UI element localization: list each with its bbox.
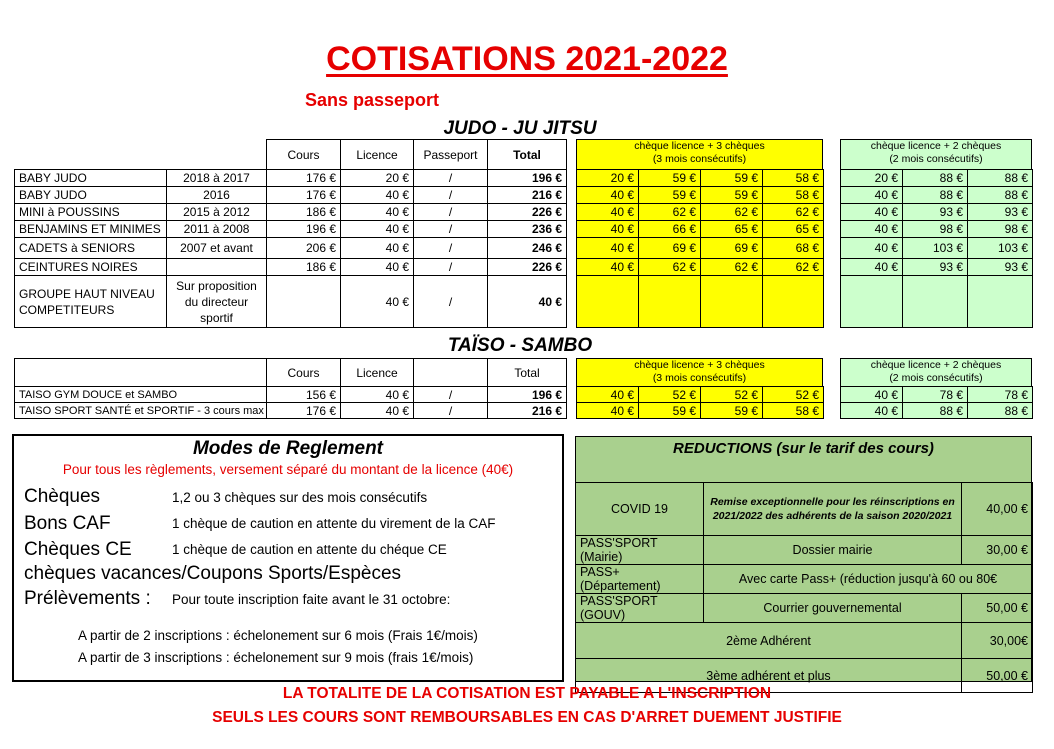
table-row [576,483,1033,536]
cell: 62 € [639,259,701,276]
haut-niveau-line2: COMPETITEURS [19,302,115,317]
cell: 93 € [968,204,1033,221]
adherent-2-label: 2ème Adhérent [576,623,962,659]
cell [577,276,639,328]
cell: 40 € [577,238,639,259]
page-subtitle: Sans passeport [305,90,440,110]
cell: 58 € [763,403,824,419]
taiso-yellow-header [576,358,823,387]
adherent-2-amount: 30,00€ [962,623,1033,659]
row-passeport: / [414,204,488,221]
row-total: 40 € [488,276,567,328]
table-row [841,170,1033,187]
row-cours: 186 € [267,204,341,221]
col-header-cours: Cours [267,359,341,387]
cell: 68 € [763,238,824,259]
table-row [841,276,1033,328]
table-row [15,238,567,259]
cell: 88 € [903,187,968,204]
col-header-cours: Cours [267,140,341,170]
judo-green-header [840,139,1032,170]
reductions-table [575,482,1033,693]
table-row [15,221,567,238]
taiso-yellow-table [576,386,824,419]
row-category: BENJAMINS ET MINIMES [15,221,167,238]
cell: 59 € [701,187,763,204]
cell: 58 € [763,170,824,187]
cell: 62 € [639,204,701,221]
table-row [841,403,1033,419]
cell: 62 € [701,259,763,276]
row-passeport: / [414,276,488,328]
cell: 59 € [639,403,701,419]
cell: 20 € [841,170,903,187]
row-category [15,276,167,328]
row-licence: 40 € [341,204,414,221]
reduction-amount: 40,00 € [962,483,1033,536]
reduction-desc: Dossier mairie [704,536,962,565]
row-years: 2015 à 2012 [167,204,267,221]
table-row [576,565,1033,594]
row-years: 2011 à 2008 [167,221,267,238]
cell: 65 € [701,221,763,238]
row-category: TAISO SPORT SANTÉ et SPORTIF - 3 cours max [15,403,267,419]
cell [639,276,701,328]
taiso-table [14,358,567,419]
cell: 98 € [903,221,968,238]
reduction-desc: Courrier gouvernemental [704,594,962,623]
row-cours: 206 € [267,238,341,259]
row-years [167,276,267,328]
row-total: 216 € [488,187,567,204]
row-cours: 176 € [267,403,341,419]
cell: 40 € [841,187,903,204]
row-category: BABY JUDO [15,170,167,187]
cell: 78 € [903,387,968,403]
row-category: CEINTURES NOIRES [15,259,167,276]
table-row [576,623,1033,659]
row-total: 246 € [488,238,567,259]
prelevements-desc: Pour toute inscription faite avant le 31 octobre: [172,592,451,607]
reduction-desc: Remise exceptionnelle pour les réinscriptions en 2021/2022 des adhérents de la saison 2020/2021 [704,483,962,536]
table-row [841,387,1033,403]
row-years: 2007 et avant [167,238,267,259]
row-passeport: / [414,403,488,419]
row-total: 226 € [488,204,567,221]
taiso-section-title: TAÏSO - SAMBO [447,335,593,356]
cell: 40 € [841,204,903,221]
table-row [576,536,1033,565]
cell: 103 € [968,238,1033,259]
reduction-label: PASS'SPORT (Mairie) [576,536,704,565]
row-licence: 20 € [341,170,414,187]
table-row [841,238,1033,259]
cell: 40 € [841,387,903,403]
row-category: MINI à POUSSINS [15,204,167,221]
row-total: 196 € [488,387,567,403]
col-header-licence: Licence [341,140,414,170]
table-row [841,221,1033,238]
table-row [577,204,824,221]
table-row [577,187,824,204]
table-row [577,221,824,238]
vacances-label: chèques vacances/Coupons Sports/Espèces [24,563,402,584]
table-row [841,259,1033,276]
row-total: 216 € [488,403,567,419]
modes-note: Pour tous les règlements, versement séparé du montant de la licence (40€) [62,462,514,477]
table-row [576,594,1033,623]
taiso-green-header [840,358,1032,387]
cell: 88 € [968,187,1033,204]
cell: 59 € [639,170,701,187]
table-row [577,238,824,259]
cell: 69 € [701,238,763,259]
row-licence: 40 € [341,221,414,238]
row-licence: 40 € [341,259,414,276]
row-category: TAISO GYM DOUCE et SAMBO [15,387,267,403]
judo-green-table [840,169,1033,328]
col-header-total: Total [488,140,567,170]
yellow-header-line2: (3 mois consécutifs) [652,153,747,165]
table-row [577,403,824,419]
row-licence: 40 € [341,403,414,419]
ce-desc: 1 chèque de caution en attente du chéque CE [172,542,447,557]
ce-label: Chèques CE [24,539,132,560]
cell: 40 € [577,387,639,403]
green-header-line1: chèque licence + 2 chèques [870,359,1002,371]
cell: 58 € [763,187,824,204]
haut-niveau-years-line2: du directeur [184,294,249,309]
footer-line-1: LA TOTALITE DE LA COTISATION EST PAYABLE A L'INSCRIPTION [282,685,772,702]
page-title: COTISATIONS 2021-2022 [326,40,728,78]
cell: 40 € [577,204,639,221]
table-row [15,403,567,419]
row-category: BABY JUDO [15,187,167,204]
cell [841,276,903,328]
cell: 62 € [763,204,824,221]
cell: 40 € [577,259,639,276]
caf-desc: 1 chèque de caution en attente du virement de la CAF [172,516,496,531]
judo-table [14,139,567,328]
cell: 59 € [701,170,763,187]
cell: 88 € [968,403,1033,419]
cell: 103 € [903,238,968,259]
row-cours [267,276,341,328]
echelonnement-2: A partir de 2 inscriptions : échelonement sur 6 mois (Frais 1€/mois) [78,628,478,643]
adherent-3-label: 3ème adhérent et plus [576,659,962,693]
cell: 40 € [841,238,903,259]
row-passeport: / [414,259,488,276]
table-row [577,387,824,403]
cell: 40 € [577,221,639,238]
table-row [15,276,567,328]
row-years: 2016 [167,187,267,204]
judo-yellow-header [576,139,823,170]
reduction-label: PASS'SPORT (GOUV) [576,594,704,623]
green-header-line2: (2 mois consécutifs) [889,372,983,384]
cell: 93 € [968,259,1033,276]
cell [903,276,968,328]
cell: 62 € [701,204,763,221]
table-row [841,204,1033,221]
reductions-title: REDUCTIONS (sur le tarif des cours) [673,440,934,457]
cheques-label: Chèques [24,486,101,507]
table-row [577,276,824,328]
row-cours: 186 € [267,259,341,276]
col-header-licence: Licence [341,359,414,387]
row-total: 236 € [488,221,567,238]
cell: 78 € [968,387,1033,403]
table-row [15,204,567,221]
reduction-amount: 30,00 € [962,536,1033,565]
cell: 88 € [968,170,1033,187]
echelonnement-3: A partir de 3 inscriptions : échelonement sur 9 mois (frais 1€/mois) [78,650,474,665]
modes-reglement-box [12,434,564,682]
table-row [15,387,567,403]
row-cours: 196 € [267,221,341,238]
row-years: 2018 à 2017 [167,170,267,187]
cell: 59 € [701,403,763,419]
row-licence: 40 € [341,276,414,328]
cell: 40 € [577,187,639,204]
reduction-amount: 50,00 € [962,594,1033,623]
cell: 52 € [701,387,763,403]
cell: 93 € [903,204,968,221]
yellow-header-line2: (3 mois consécutifs) [652,372,747,384]
cell [968,276,1033,328]
row-passeport: / [414,187,488,204]
row-cours: 176 € [267,187,341,204]
row-category: CADETS à SENIORS [15,238,167,259]
taiso-green-table [840,386,1033,419]
cell: 66 € [639,221,701,238]
haut-niveau-years-line1: Sur proposition [176,278,257,293]
footer-line-2: SEULS LES COURS SONT REMBOURSABLES EN CAS D'ARRET DUEMENT JUSTIFIE [212,709,842,726]
cheques-desc: 1,2 ou 3 chèques sur des mois consécutifs [172,490,428,505]
judo-section-title: JUDO - JU JITSU [443,118,597,139]
row-passeport: / [414,238,488,259]
table-row [15,170,567,187]
cell: 88 € [903,403,968,419]
reduction-label: COVID 19 [576,483,704,536]
green-header-line2: (2 mois consécutifs) [889,153,983,165]
row-passeport: / [414,387,488,403]
yellow-header-line1: chèque licence + 3 chèques [634,140,765,152]
cell: 20 € [577,170,639,187]
cell: 40 € [577,403,639,419]
cell: 69 € [639,238,701,259]
row-licence: 40 € [341,387,414,403]
table-row [15,259,567,276]
yellow-header-line1: chèque licence + 3 chèques [634,359,765,371]
row-cours: 176 € [267,170,341,187]
table-row [15,187,567,204]
row-passeport: / [414,170,488,187]
adherent-3-amount: 50,00 € [962,659,1033,693]
row-cours: 156 € [267,387,341,403]
cell: 62 € [763,259,824,276]
cell: 52 € [763,387,824,403]
col-header-passeport: Passeport [414,140,488,170]
modes-title: Modes de Reglement [192,438,384,459]
row-licence: 40 € [341,238,414,259]
cell: 40 € [841,403,903,419]
table-row [577,170,824,187]
cell: 40 € [841,221,903,238]
caf-label: Bons CAF [24,513,111,534]
table-row [577,259,824,276]
reduction-desc: Avec carte Pass+ (réduction jusqu'à 60 ou 80€ [704,565,1033,594]
cell [701,276,763,328]
judo-yellow-table [576,169,824,328]
haut-niveau-line1: GROUPE HAUT NIVEAU [19,286,155,301]
cell: 40 € [841,259,903,276]
cell: 65 € [763,221,824,238]
green-header-line1: chèque licence + 2 chèques [870,140,1002,152]
row-licence: 40 € [341,187,414,204]
row-passeport: / [414,221,488,238]
row-total: 226 € [488,259,567,276]
row-years [167,259,267,276]
cell [763,276,824,328]
cell: 98 € [968,221,1033,238]
cell: 93 € [903,259,968,276]
prelevements-label: Prélèvements : [24,588,151,609]
reduction-label: PASS+ (Département) [576,565,704,594]
col-header-total: Total [488,359,567,387]
table-row [841,187,1033,204]
cell: 88 € [903,170,968,187]
cell: 52 € [639,387,701,403]
cell: 59 € [639,187,701,204]
row-total: 196 € [488,170,567,187]
haut-niveau-years-line3: sportif [200,310,233,325]
